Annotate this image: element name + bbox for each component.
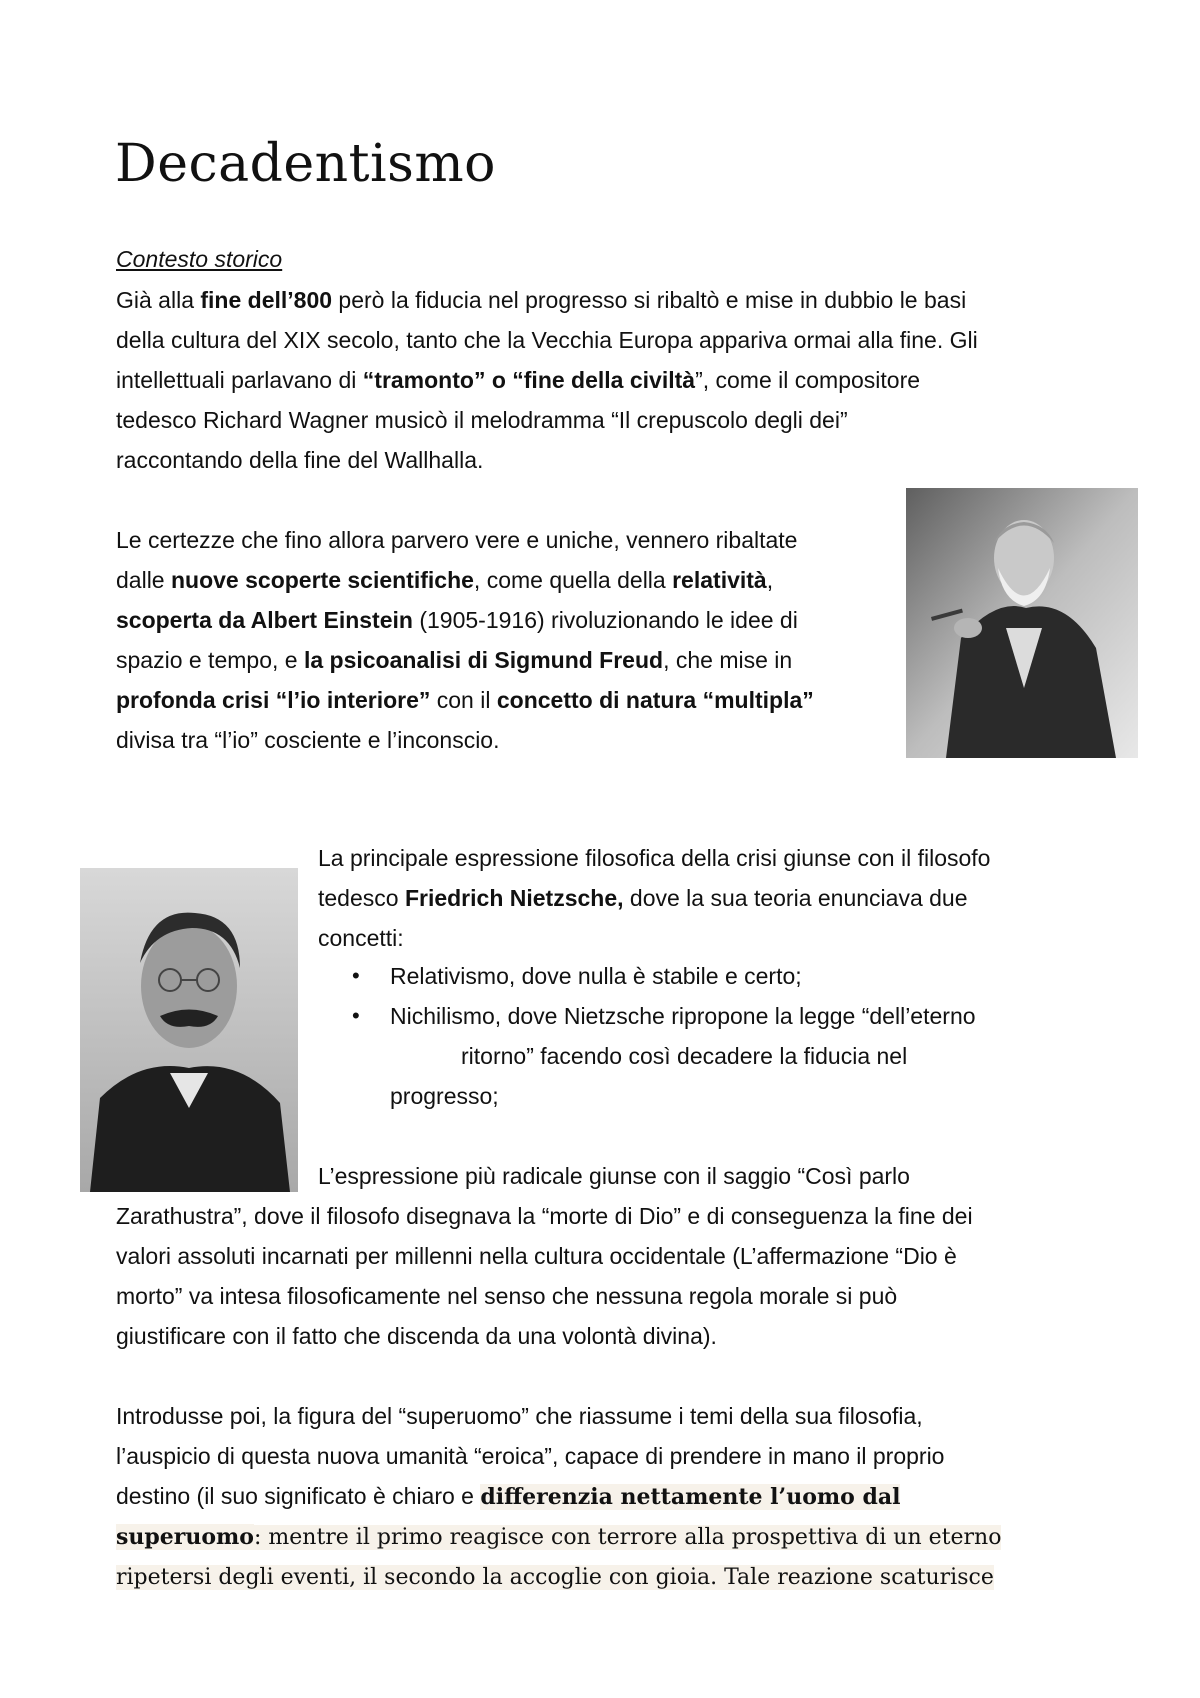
bullet-icon: • <box>352 1003 360 1028</box>
text-line: superuomo: mentre il primo reagisce con terrore alla prospettiva di un eterno <box>116 1524 1002 1550</box>
concepts-list <box>352 956 976 1036</box>
paragraph-certainties <box>116 520 814 760</box>
text-line: intellettuali parlavano di “tramonto” o “fine della civiltà”, come il compositore <box>116 367 921 393</box>
text-line: Già alla fine dell’800 però la fiducia nel progresso si ribaltò e mise in dubbio le basi <box>116 287 967 313</box>
text-line: Le certezze che fino allora parvero vere e uniche, vennero ribaltate <box>116 527 798 553</box>
text-line: tedesco Richard Wagner musicò il melodramma “Il crepuscolo degli dei” <box>116 407 848 433</box>
freud-portrait <box>906 488 1138 758</box>
text-line: spazio e tempo, e la psicoanalisi di Sigmund Freud, che mise in <box>116 647 793 673</box>
text-line: l’auspicio di questa nuova umanità “eroica”, capace di prendere in mano il proprio <box>116 1443 945 1469</box>
text-line: tedesco Friedrich Nietzsche, dove la sua teoria enunciava due <box>318 885 968 911</box>
text-line: morto” va intesa filosoficamente nel senso che nessuna regola morale si può <box>116 1283 898 1309</box>
page-title: Decadentismo <box>115 134 496 194</box>
paragraph-zarathustra <box>116 1156 973 1356</box>
text-line: scoperta da Albert Einstein (1905-1916) rivoluzionando le idee di <box>116 607 798 633</box>
bullet-continuation: progresso; <box>390 1083 499 1109</box>
bullet-icon: • <box>352 963 360 988</box>
text-line: dalle nuove scoperte scientifiche, come quella della relatività, <box>116 567 774 593</box>
text-line: della cultura del XIX secolo, tanto che la Vecchia Europa appariva ormai alla fine. Gli <box>116 327 978 353</box>
list-item: • Relativismo, dove nulla è stabile e certo; <box>352 956 976 996</box>
text-line: Zarathustra”, dove il filosofo disegnava la “morte di Dio” e di conseguenza la fine dei <box>116 1203 973 1229</box>
text-line: profonda crisi “l’io interiore” con il concetto di natura “multipla” <box>116 687 814 713</box>
bullet-continuation: ritorno” facendo così decadere la fiducia nel <box>461 1043 908 1069</box>
nietzsche-portrait <box>80 868 298 1192</box>
text-line: giustificare con il fatto che discenda da una volontà divina). <box>116 1323 717 1349</box>
text-line: valori assoluti incarnati per millenni nella cultura occidentale (L’affermazione “Dio è <box>116 1243 957 1269</box>
text-line: Introdusse poi, la figura del “superuomo” che riassume i temi della sua filosofia, <box>116 1403 923 1429</box>
text-line: divisa tra “l’io” cosciente e l’inconscio. <box>116 727 500 753</box>
section-heading: Contesto storico <box>116 246 283 272</box>
list-item: • Nichilismo, dove Nietzsche ripropone la legge “dell’eterno <box>352 996 976 1036</box>
text-line: destino (il suo significato è chiaro e differenzia nettamente l’uomo dal <box>116 1483 901 1510</box>
text-line: L’espressione più radicale giunse con il saggio “Così parlo <box>318 1163 910 1189</box>
text-line: ripetersi degli eventi, il secondo la accoglie con gioia. Tale reazione scaturisce <box>116 1565 994 1590</box>
paragraph-context <box>116 280 978 480</box>
paragraph-nietzsche <box>318 838 990 958</box>
text-line: concetti: <box>318 925 404 951</box>
text-line: La principale espressione filosofica della crisi giunse con il filosofo <box>318 845 991 871</box>
paragraph-superuomo <box>116 1396 1001 1598</box>
text-line: raccontando della fine del Wallhalla. <box>116 447 484 473</box>
